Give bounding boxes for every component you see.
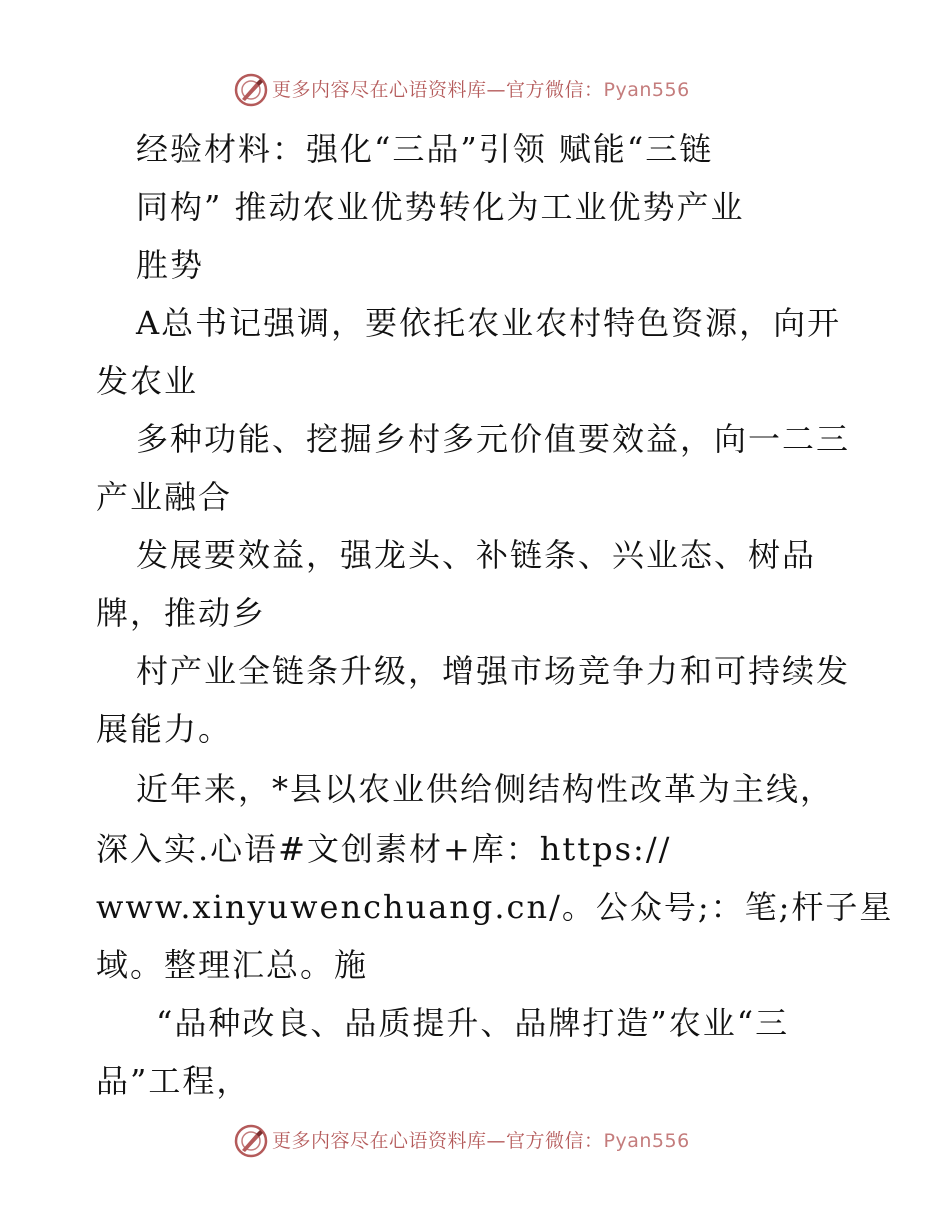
- title-line-1: 经验材料：强化“三品”引领 赋能“三链: [136, 130, 714, 168]
- paragraph-line: 产业融合: [96, 478, 233, 516]
- paragraph-line: 村产业全链条升级，增强市场竞争力和可持续发: [136, 652, 851, 690]
- paragraph-line: 多种功能、挖掘乡村多元价值要效益，向一二三: [136, 420, 851, 458]
- pen-logo-icon: [234, 73, 268, 107]
- title-line-2: 同构” 推动农业优势转化为工业优势产业: [136, 188, 745, 226]
- paragraph-line: 牌，推动乡: [96, 594, 267, 632]
- pen-logo-icon: [234, 1124, 268, 1158]
- wechat-id: Pyan556: [603, 1130, 690, 1152]
- paragraph-line: 近年来，*县以农业供给侧结构性改革为主线，: [136, 770, 835, 808]
- paragraph-line: 深入实.心语#文创素材+库：https://: [96, 830, 672, 868]
- paragraph-line: 展能力。: [96, 710, 233, 748]
- paragraph-line: 发农业: [96, 362, 199, 400]
- header-banner-text: 更多内容尽在心语资料库—官方微信：Pyan556: [272, 79, 690, 101]
- paragraph-line: 品”工程，: [96, 1062, 251, 1100]
- paragraph-line: A总书记强调，要依托农业农村特色资源，向开: [136, 304, 842, 342]
- title-line-3: 胜势: [136, 246, 205, 284]
- wechat-id: Pyan556: [603, 79, 690, 101]
- footer-banner-text: 更多内容尽在心语资料库—官方微信：Pyan556: [272, 1130, 690, 1152]
- footer-banner: [0, 1121, 950, 1161]
- paragraph-line: “品种改良、品质提升、品牌打造”农业“三: [156, 1004, 790, 1042]
- header-banner: [0, 70, 950, 110]
- paragraph-line: www.xinyuwenchuang.cn/。公众号;：笔;杆子星: [96, 888, 894, 926]
- paragraph-line: 发展要效益，强龙头、补链条、兴业态、树品: [136, 536, 817, 574]
- paragraph-line: 域。整理汇总。施: [96, 946, 369, 984]
